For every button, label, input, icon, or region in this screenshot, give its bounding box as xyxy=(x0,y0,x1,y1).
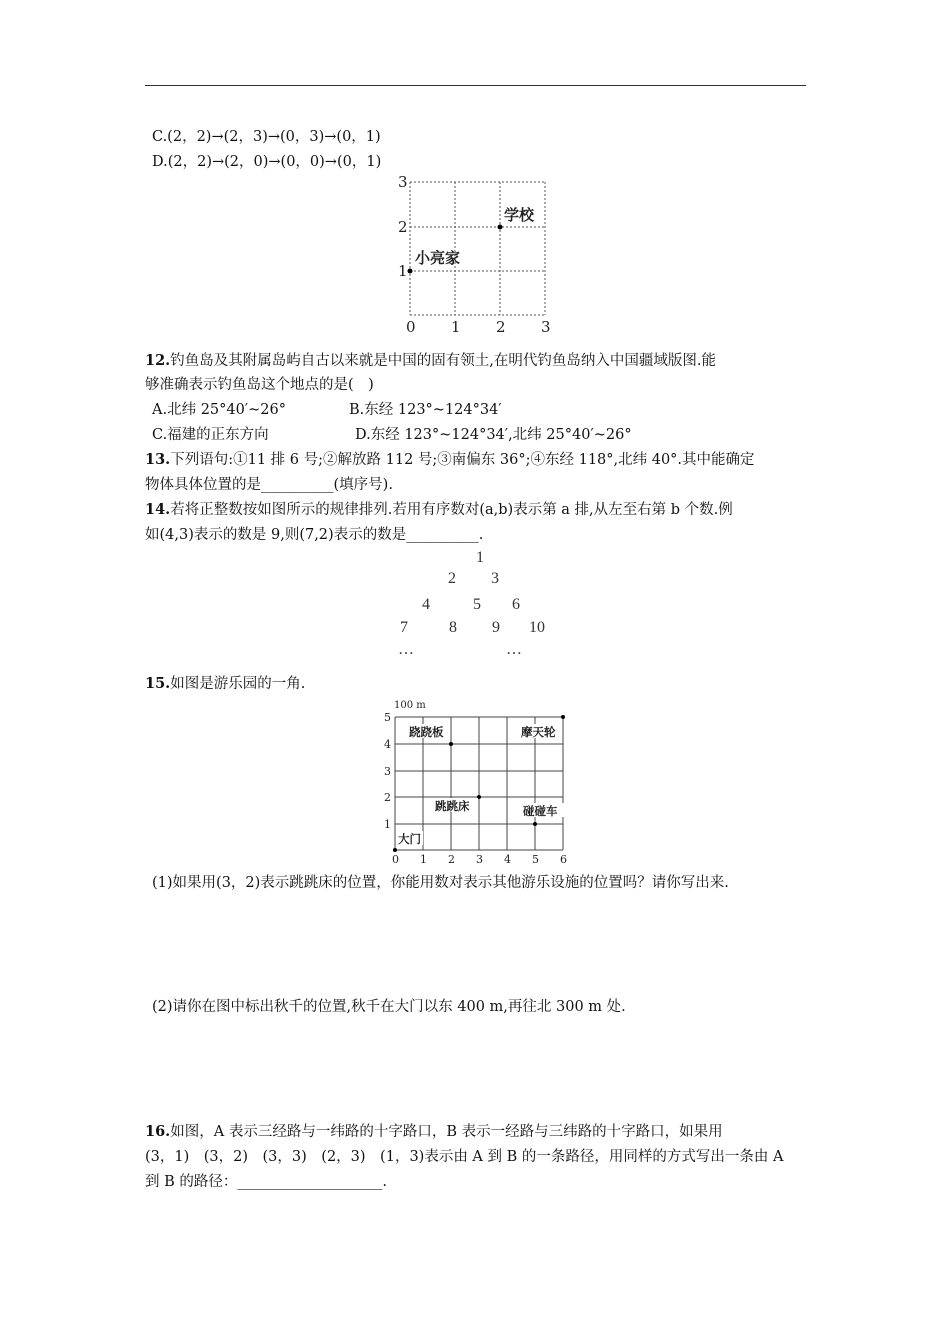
seesaw-point xyxy=(449,742,453,746)
q15-text: 如图是游乐园的一角. xyxy=(170,676,306,692)
unit-label: 100 m xyxy=(394,700,426,711)
q16-line2: (3，1) (3，2) (3，3) (2，3) (1，3)表示由 A 到 B 的一条路径，用同样的方式写出一条由 A xyxy=(145,1149,784,1165)
q11-xtick: 3 xyxy=(541,318,551,336)
q12-option-b: B.东经 123°~124°34′ xyxy=(349,402,502,418)
tri-number: 8 xyxy=(449,619,457,636)
tri-number: 7 xyxy=(400,619,408,636)
q12-option-a: A.北纬 25°40′~26° xyxy=(152,402,286,418)
q11-grid-figure xyxy=(390,170,560,336)
q16-line1 xyxy=(145,1122,723,1142)
q16-line3: 到 B 的路径：____________________. xyxy=(145,1174,387,1190)
tri-number: 1 xyxy=(476,549,484,566)
q13-line1 xyxy=(145,450,755,470)
q11-option-c: C.(2，2)→(2，3)→(0，3)→(0，1) xyxy=(152,129,381,145)
q14-line2: 如(4,3)表示的数是 9,则(7,2)表示的数是__________. xyxy=(145,527,484,543)
q12-option-c: C.福建的正东方向 xyxy=(152,427,269,443)
q14-text: 若将正整数按如图所示的规律排列.若用有序数对(a,b)表示第 a 排,从左至右第 b 个数.例 xyxy=(170,502,733,518)
park-ytick: 3 xyxy=(384,765,391,778)
tri-number: 9 xyxy=(492,619,500,636)
home-point xyxy=(408,269,413,274)
q11-ytick: 2 xyxy=(398,218,408,236)
trampoline-label: 跳跳床 xyxy=(435,799,470,813)
tri-number: 4 xyxy=(422,596,430,613)
park-xtick: 5 xyxy=(532,853,539,866)
park-xtick: 0 xyxy=(392,853,399,866)
q11-ytick: 1 xyxy=(398,262,408,280)
q11-xtick: 2 xyxy=(496,318,506,336)
gate-point xyxy=(393,848,397,852)
tri-number: 5 xyxy=(473,596,481,613)
q16-text: 如图，A 表示三经路与一纬路的十字路口，B 表示一经路与三纬路的十字路口，如果用 xyxy=(170,1124,723,1140)
ferris-wheel-point xyxy=(561,715,565,719)
park-ytick: 2 xyxy=(384,791,391,804)
q14-number: 14. xyxy=(145,501,171,518)
q11-xtick: 0 xyxy=(406,318,416,336)
home-label: 小亮家 xyxy=(415,249,461,267)
park-xtick: 2 xyxy=(448,853,455,866)
gate-label: 大门 xyxy=(398,832,421,846)
q11-ytick: 3 xyxy=(398,173,408,191)
q15-intro xyxy=(145,674,305,694)
ferris-wheel-label: 摩天轮 xyxy=(521,725,556,739)
q12-number: 12. xyxy=(145,352,171,369)
q15-part1: (1)如果用(3，2)表示跳跳床的位置，你能用数对表示其他游乐设施的位置吗？请你写出来. xyxy=(152,875,729,891)
q12-text: 钓鱼岛及其附属岛屿自古以来就是中国的固有领土,在明代钓鱼岛纳入中国疆域版图.能 xyxy=(170,353,716,369)
q13-number: 13. xyxy=(145,451,171,468)
q11-option-d: D.(2，2)→(2，0)→(0，0)→(0，1) xyxy=(152,154,382,170)
tri-number: 2 xyxy=(448,570,456,587)
seesaw-label: 跷跷板 xyxy=(409,725,444,739)
amusement-park-grid xyxy=(378,694,578,866)
tri-ellipsis: … xyxy=(398,641,414,658)
q13-text: 下列语句:①11 排 6 号;②解放路 112 号;③南偏东 36°;④东经 118°,北纬 40°.其中能确定 xyxy=(170,452,755,468)
q16-number: 16. xyxy=(145,1123,171,1140)
tri-number: 6 xyxy=(512,596,520,613)
tri-ellipsis: … xyxy=(506,641,522,658)
bumper-cars-point xyxy=(533,822,537,826)
q13-line2: 物体具体位置的是__________(填序号). xyxy=(145,477,393,493)
tri-number: 3 xyxy=(491,570,499,587)
school-label: 学校 xyxy=(504,206,535,224)
park-xtick: 6 xyxy=(560,853,567,866)
school-point xyxy=(498,225,503,230)
q11-xtick: 1 xyxy=(451,318,461,336)
park-ytick: 1 xyxy=(384,818,391,831)
q12-option-d: D.东经 123°~124°34′,北纬 25°40′~26° xyxy=(355,427,632,443)
q15-number: 15. xyxy=(145,675,171,692)
park-xtick: 3 xyxy=(476,853,483,866)
park-ytick: 5 xyxy=(384,711,391,724)
park-ytick: 4 xyxy=(384,738,391,751)
q12-line1 xyxy=(145,351,716,371)
header-rule xyxy=(145,85,806,86)
park-xtick: 4 xyxy=(504,853,511,866)
q12-line2: 够准确表示钓鱼岛这个地点的是( ) xyxy=(145,377,374,393)
park-xtick: 1 xyxy=(420,853,427,866)
q14-line1 xyxy=(145,500,733,520)
q15-part2: (2)请你在图中标出秋千的位置,秋千在大门以东 400 m,再往北 300 m 处. xyxy=(152,999,626,1015)
tri-number: 10 xyxy=(529,619,545,636)
bumper-cars-label: 碰碰车 xyxy=(523,804,558,818)
